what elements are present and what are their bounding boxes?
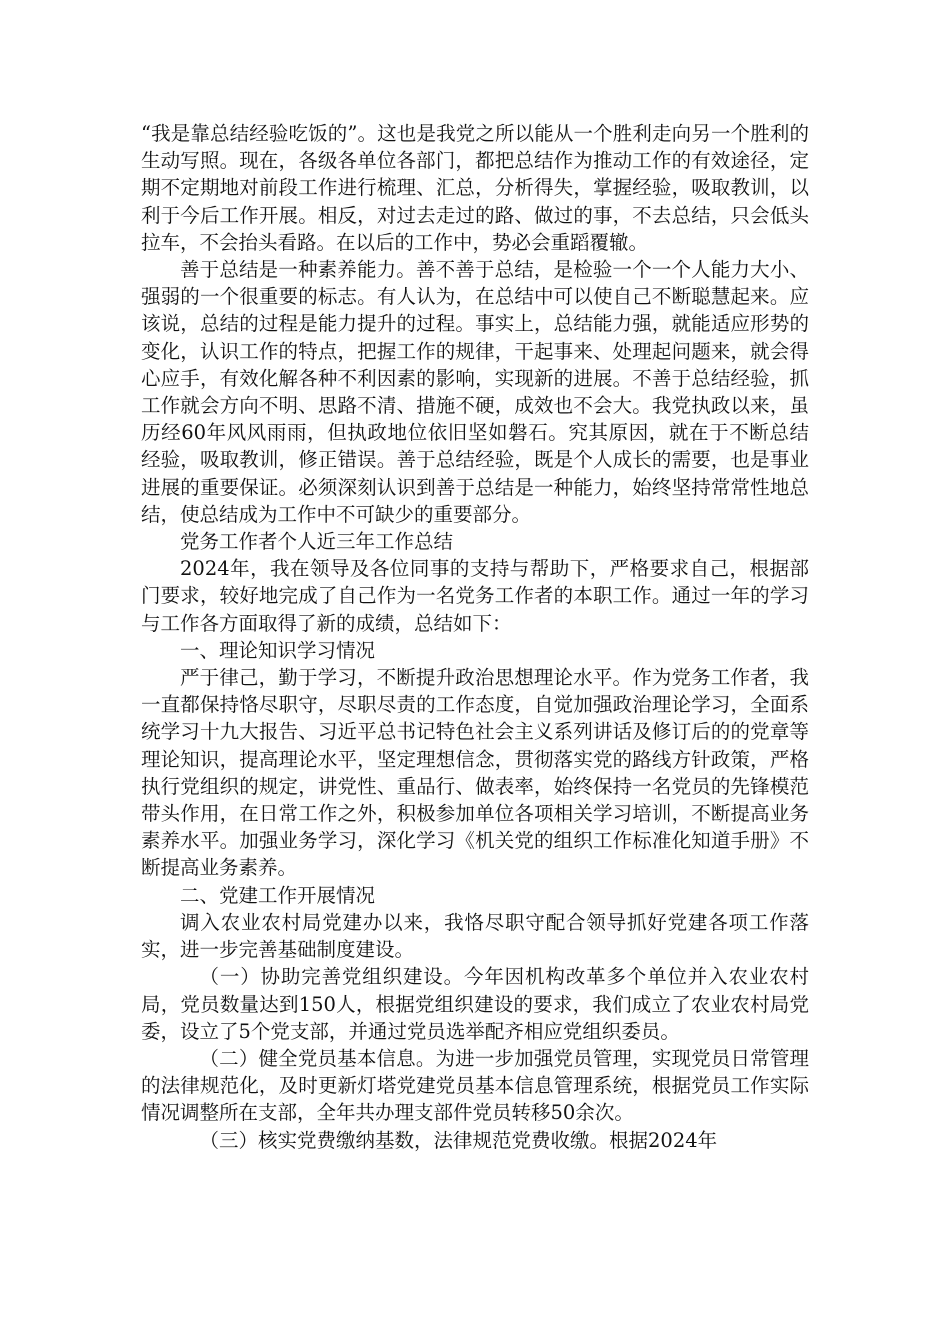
paragraph-party-building: 调入农业农村局党建办以来，我恪尽职守配合领导抓好党建各项工作落实，进一步完善基础制度建设。 (141, 910, 809, 962)
paragraph-item-2: （二）健全党员基本信息。为进一步加强党员管理，实现党员日常管理的法律规范化，及时更新灯塔党建党员基本信息管理系统，根据党员工作实际情况调整所在支部，全年共办理支部件党员转移50余次。 (141, 1046, 809, 1125)
paragraph-1: “我是靠总结经验吃饭的”。这也是我党之所以能从一个胜利走向另一个胜利的生动写照。现在，各级各单位各部门，都把总结作为推动工作的有效途径，定期不定期地对前段工作进行梳理、汇总，分析得失，掌握经验，吸取教训，以利于今后工作开展。相反，对过去走过的路、做过的事，不去总结，只会低头拉车，不会抬头看路。在以后的工作中，势必会重蹈覆辙。 (141, 122, 809, 254)
paragraph-item-3: （三）核实党费缴纳基数，法律规范党费收缴。根据2024年 (199, 1128, 718, 1152)
paragraph-intro: 2024年，我在领导及各位同事的支持与帮助下，严格要求自己，根据部门要求，较好地完成了自己作为一名党务工作者的本职工作。通过一年的学习与工作各方面取得了新的成绩，总结如下： (141, 557, 809, 635)
paragraph-item-1: （一）协助完善党组织建设。今年因机构改革多个单位并入农业农村局，党员数量达到150人，根据党组织建设的要求，我们成立了农业农村局党委，设立了5个党支部，并通过党员选举配齐相应党组织委员。 (141, 965, 809, 1043)
paragraph-2: 善于总结是一种素养能力。善不善于总结，是检验一个一个人能力大小、强弱的一个很重要的标志。有人认为，在总结中可以使自己不断聪慧起来。应该说，总结的过程是能力提升的过程。事实上，总结能力强，就能适应形势的变化，认识工作的特点，把握工作的规律，干起事来、处理起问题来，就会得心应手，有效化解各种不利因素的影响，实现新的进展。不善于总结经验，抓工作就会方向不明、思路不清、措施不硬，成效也不会大。我党执政以来，虽历经60年风风雨雨，但执政地位依旧坚如磐石。究其原因，就在于不断总结经验，吸取教训，修正错误。善于总结经验，既是个人成长的需要，也是事业进展的重要保证。必须深刻认识到善于总结是一种能力，始终坚持常常性地总结，使总结成为工作中不可缺少的重要部分。 (141, 258, 809, 526)
paragraph-theory-study: 严于律己，勤于学习，不断提升政治思想理论水平。作为党务工作者，我一直都保持恪尽职守，尽职尽责的工作态度，自觉加强政治理论学习，全面系统学习十九大报告、习近平总书记特色社会主义系列讲话及修订后的的党章等理论知识，提高理论水平，坚定理想信念，贯彻落实党的路线方针政策，严格执行党组织的规定，讲党性、重品行、做表率，始终保持一名党员的先锋模范带头作用，在日常工作之外，积极参加单位各项相关学习培训，不断提高业务素养水平。加强业务学习，深化学习《机关党的组织工作标准化知道手册》不断提高业务素养。 (141, 666, 809, 880)
heading-theory-study: 一、理论知识学习情况 (180, 638, 376, 662)
section-title: 党务工作者个人近三年工作总结 (180, 530, 454, 554)
document-body (141, 120, 809, 1154)
heading-party-building: 二、党建工作开展情况 (180, 883, 376, 907)
